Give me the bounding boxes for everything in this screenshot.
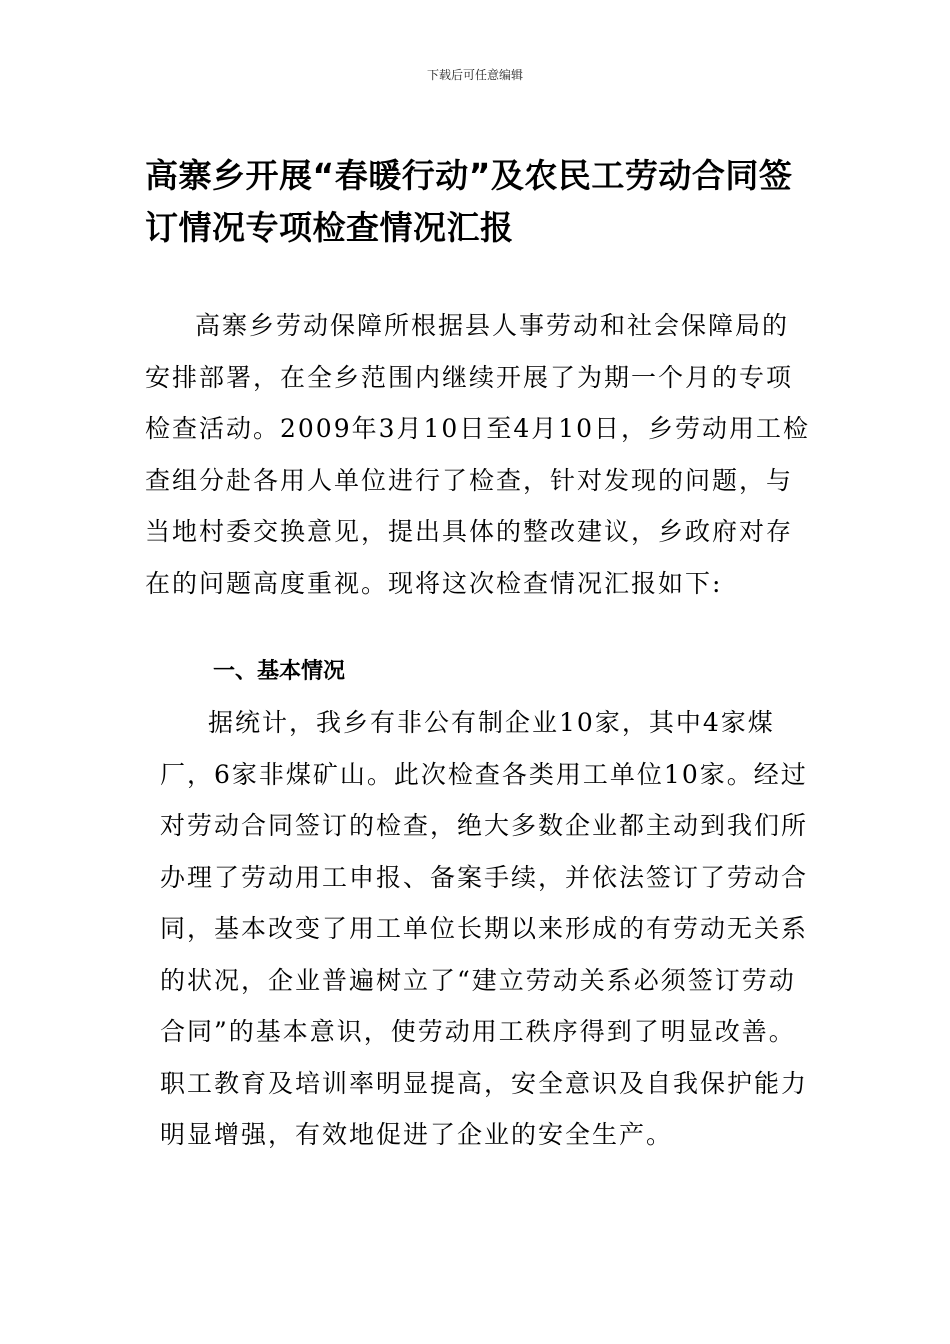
header-note: 下载后可任意编辑 — [426, 68, 523, 82]
section-heading-basic-situation: 一、基本情况 — [213, 659, 346, 684]
intro-paragraph: 高寨乡劳动保障所根据县人事劳动和社会保障局的安排部署，在全乡范围内继续开展了为期一个月的专项检查活动。2009年3月10日至4月10日，乡劳动用工检查组分赴各用人单位进行了检查，针对发现的问题，与当地村委交换意见，提出具体的整改建议，乡政府对存在的问题高度重视。现将这次检查情况汇报如下: — [145, 311, 811, 598]
section-paragraph-basic-situation: 据统计，我乡有非公有制企业10家，其中4家煤厂，6家非煤矿山。此次检查各类用工单位10家。经过对劳动合同签订的检查，绝大多数企业都主动到我们所办理了劳动用工申报、备案手续，并依法签订了劳动合同，基本改变了用工单位长期以来形成的有劳动无关系的状况，企业普遍树立了“建立劳动关系必须签订劳动合同”的基本意识，使劳动用工秩序得到了明显改善。职工教育及培训率明显提高，安全意识及自我保护能力明显增强，有效地促进了企业的安全生产。 — [160, 708, 809, 1149]
document-title: 高寨乡开展“春暖行动”及农民工劳动合同签订情况专项检查情况汇报 — [145, 156, 793, 247]
